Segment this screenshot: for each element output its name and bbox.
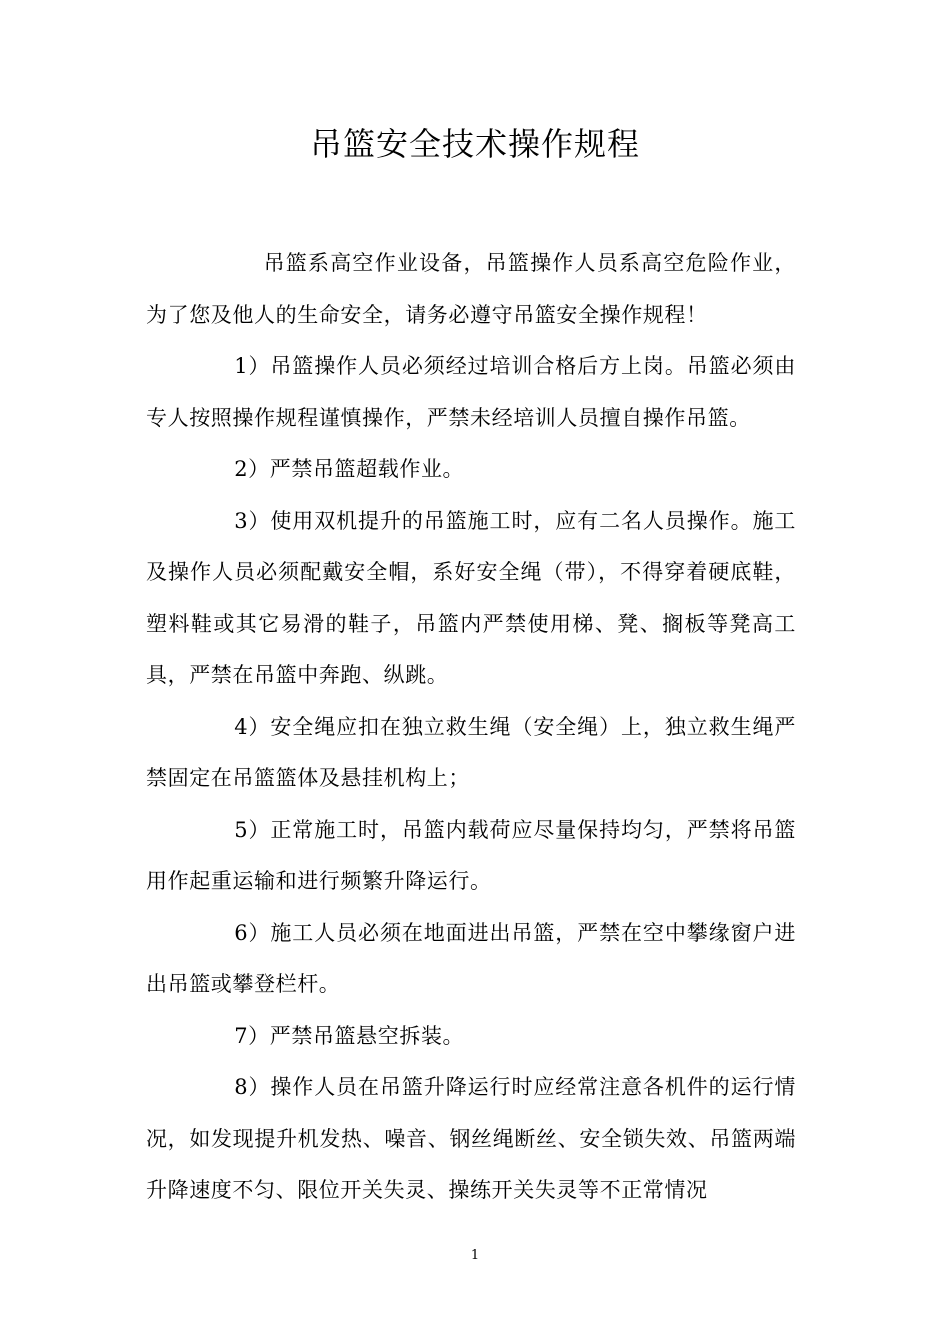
- rule-number: 1）: [234, 354, 271, 378]
- rule-text: 严禁吊篮悬空拆装。: [269, 1023, 465, 1048]
- rule-item-7: [146, 1011, 796, 1063]
- rule-text: 严禁吊篮超载作业。: [269, 457, 465, 481]
- page-number: 1: [470, 1248, 480, 1263]
- rule-number: 2）: [234, 457, 270, 481]
- rule-text: 吊篮操作人员必须经过培训合格后方上岗。吊篮必须由专人按照操作规程谨慎操作，严禁未经培训人员擅自操作吊篮。: [146, 354, 797, 430]
- rule-item-3: [146, 496, 796, 702]
- rule-number: 7）: [234, 1023, 270, 1048]
- rule-text: 施工人员必须在地面进出吊篮，严禁在空中攀缘窗户进出吊篮或攀登栏杆。: [146, 920, 797, 996]
- rule-number: 8）: [234, 1075, 271, 1099]
- rule-text: 安全绳应扣在独立救生绳（安全绳）上，独立救生绳严禁固定在吊篮篮体及悬挂机构上；: [146, 714, 797, 790]
- rule-item-5: [146, 805, 796, 908]
- rule-item-2: [146, 444, 796, 496]
- rule-item-1: [146, 341, 796, 444]
- rule-number: 5）: [234, 817, 271, 842]
- rule-text: 使用双机提升的吊篮施工时，应有二名人员操作。施工及操作人员必须配戴安全帽，系好安全绳（带），不得穿着硬底鞋，塑料鞋或其它易滑的鞋子，吊篮内严禁使用梯、凳、搁板等凳高工具，严禁在吊篮中奔跑、纵跳。: [146, 508, 797, 687]
- rule-item-8: [146, 1062, 796, 1217]
- page-title: 吊篮安全技术操作规程: [309, 125, 640, 163]
- rule-item-4: [146, 702, 796, 805]
- rule-number: 6）: [234, 920, 271, 945]
- rule-text: 操作人员在吊篮升降运行时应经常注意各机件的运行情况，如发现提升机发热、噪音、钢丝绳断丝、安全锁失效、吊篮两端升降速度不匀、限位开关失灵、操练开关失灵等不正常情况: [146, 1075, 797, 1202]
- intro-paragraph: 吊篮系高空作业设备，吊篮操作人员系高空危险作业，为了您及他人的生命安全，请务必遵守吊篮安全操作规程！: [146, 251, 796, 327]
- rule-item-6: [146, 908, 796, 1011]
- rule-text: 正常施工时，吊篮内载荷应尽量保持均匀，严禁将吊篮用作起重运输和进行频繁升降运行。: [146, 817, 797, 893]
- rule-number: 4）: [234, 714, 271, 739]
- document-body: [146, 238, 796, 1217]
- rule-number: 3）: [234, 508, 271, 533]
